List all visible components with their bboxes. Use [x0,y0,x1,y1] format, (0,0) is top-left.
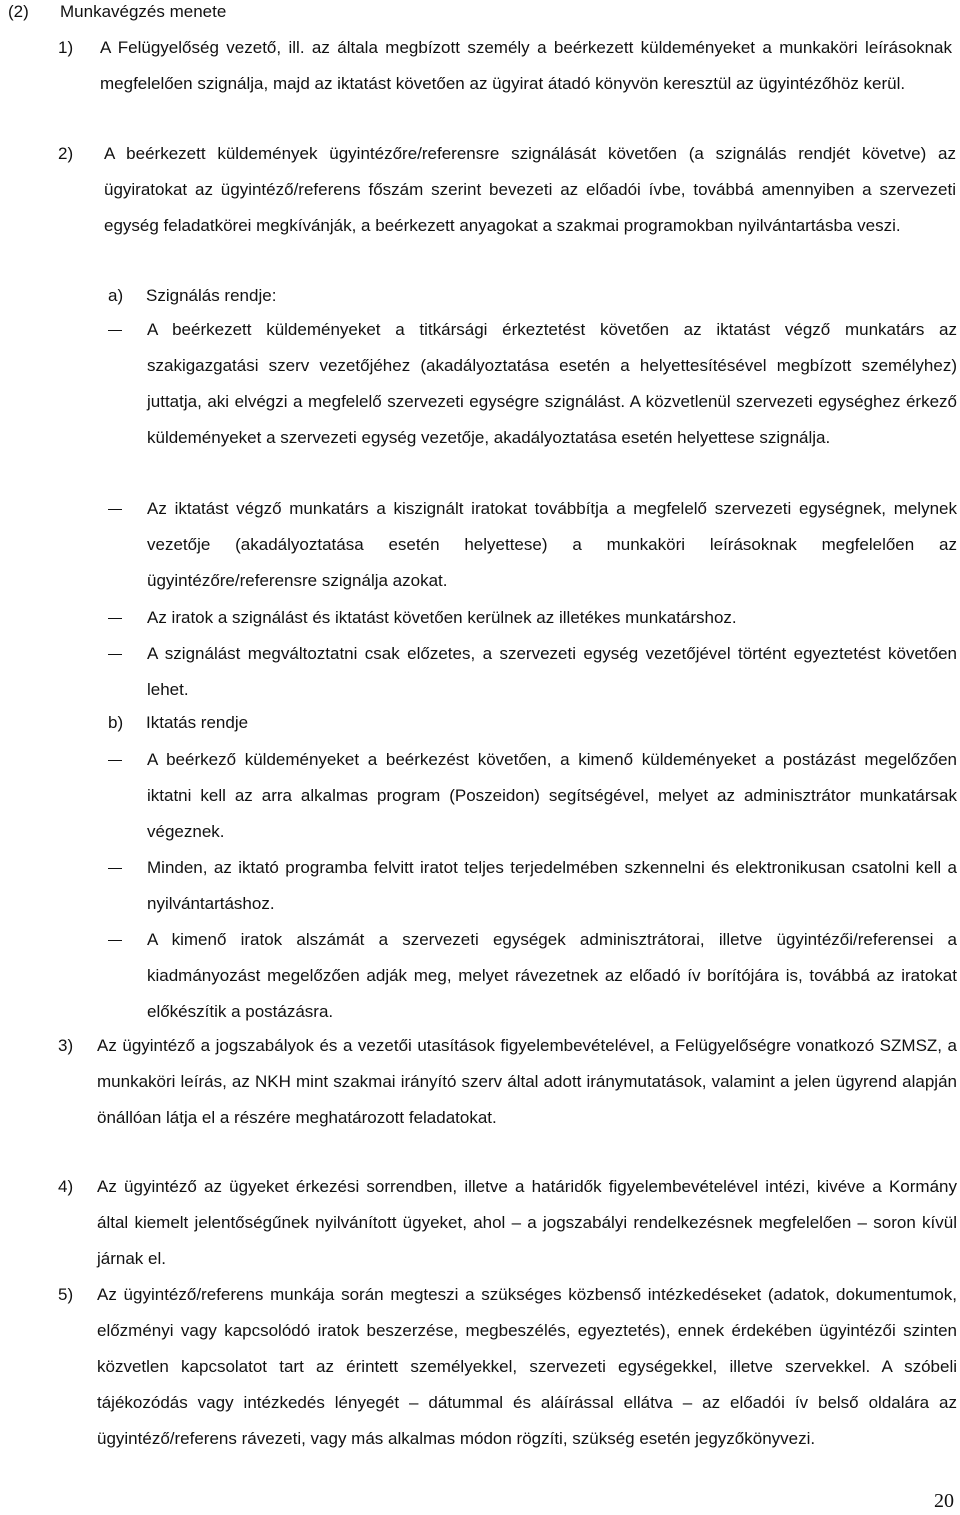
bullet-item [147,600,957,636]
bullet-item [147,491,957,599]
bullet-item [147,922,957,1030]
subsection-marker: b) [108,713,124,732]
list-item-1 [58,30,952,102]
item-text: Az ügyintéző/referens munkája során megteszi a szükséges közbenső intézkedéseket (adatok, dokumentumok, előzményi vagy kapcsolódó iratok beszerzése, megbeszélés, egyeztetés), ennek érdekében ügyintézői szinten közvetlen kapcsolatot tart az érintett személyekkel, szervezeti egységekkel, illetve szervekkel. A szóbeli tájékozódás vagy intézkedés lényegét – dátummal és aláírással ellátva – az előadói ív belső oldalára az ügyintéző/referens rávezeti, vagy más alkalmas módon rögzíti, szükség esetén jegyzőkönyvezi. [97,1285,957,1448]
subsection-marker: a) [108,286,124,305]
item-marker: 5) [58,1285,74,1304]
dash-bullet-icon [108,868,122,869]
item-text: A Felügyelőség vezető, ill. az általa megbízott személy a beérkezett küldeményeket a munkaköri leírásoknak megfelelően szignálja, majd az iktatást követően az ügyirat átadó könyvön keresztül az ügyintézőhöz kerül. [100,38,952,93]
subsection-b-heading [108,711,248,735]
item-marker: 2) [58,144,74,163]
item-text: A beérkezett küldemények ügyintézőre/referensre szignálását követően (a szignálás rendjét követve) az ügyiratokat az ügyintéző/referens főszám szerint bevezeti az előadói ívbe, továbbá amennyiben a szervezeti egység feladatkörei megkívánják, a beérkezett anyagokat a szakmai programokban nyilvántartásba veszi. [104,144,956,235]
subsection-title: Iktatás rendje [146,713,249,732]
item-text: Az ügyintéző az ügyeket érkezési sorrendben, illetve a határidők figyelembevételével intézi, kivéve a Kormány által kiemelt jelentőségűnek nyilvánított ügyeket, ahol – a jogszabályi rendelkezésnek megfelelően – soron kívül járnak el. [97,1177,957,1268]
dash-bullet-icon [108,330,122,331]
bullet-item [147,742,957,850]
bullet-item [147,312,957,456]
item-marker: 3) [58,1036,74,1055]
list-item-2 [58,136,956,244]
dash-bullet-icon [108,509,122,510]
bullet-text: Minden, az iktató programba felvitt iratot teljes terjedelmében szkennelni és elektronikusan csatolni kell a nyilvántartáshoz. [147,858,957,913]
dash-bullet-icon [108,654,122,655]
bullet-text: A kimenő iratok alszámát a szervezeti egységek adminisztrátorai, illetve ügyintézői/referensei a kiadmányozást megelőzően adják meg, melyet rávezetnek az előadó ív borítójára is, továbbá az iratokat előkészítik a postázásra. [147,930,957,1021]
subsection-title: Szignálás rendje: [146,286,277,305]
bullet-item [147,850,957,922]
bullet-text: A szignálást megváltoztatni csak előzetes, a szervezeti egység vezetőjével történt egyeztetést követően lehet. [147,644,957,699]
bullet-text: Az iratok a szignálást és iktatást követően kerülnek az illetékes munkatárshoz. [147,608,737,627]
item-marker: 1) [58,38,74,57]
list-item-5 [58,1277,957,1457]
section-heading [8,0,226,24]
bullet-text: A beérkező küldeményeket a beérkezést követően, a kimenő küldeményeket a postázást megelőzően iktatni kell az arra alkalmas program (Poszeidon) segítségével, melyet az adminisztrátor munkatársak végeznek. [147,750,957,841]
bullet-text: Az iktatást végző munkatárs a kiszignált iratokat továbbítja a megfelelő szervezeti egységnek, melynek vezetője (akadályoztatása esetén helyettese) a munkaköri leírásoknak megfelelően az ügyintézőre/referensre szignálja azokat. [147,499,957,590]
item-text: Az ügyintéző a jogszabályok és a vezetői utasítások figyelembevételével, a Felügyelőségre vonatkozó SZMSZ, a munkaköri leírás, az NKH mint szakmai irányító szerv által adott iránymutatások, valamint a jelen ügyrend alapján önállóan látja el a részére meghatározott feladatokat. [97,1036,957,1127]
section-number: (2) [8,2,29,21]
section-title: Munkavégzés menete [60,2,227,21]
bullet-text: A beérkezett küldeményeket a titkársági érkeztetést követően az iktatást végző munkatárs az szakigazgatási szerv vezetőjéhez (akadályoztatása esetén a helyettesítésével megbízott személyhez) juttatja, aki elvégzi a megfelelő szervezeti egységre szignálást. A közvetlenül szervezeti egységhez érkező küldeményeket a szervezeti egység vezetője, akadályoztatása esetén helyettese szignálja. [147,320,957,447]
dash-bullet-icon [108,940,122,941]
list-item-4 [58,1169,957,1277]
list-item-3 [58,1028,957,1136]
dash-bullet-icon [108,760,122,761]
bullet-item [147,636,957,708]
subsection-a-heading [108,284,276,308]
dash-bullet-icon [108,618,122,619]
page-number: 20 [934,1490,954,1512]
item-marker: 4) [58,1177,74,1196]
